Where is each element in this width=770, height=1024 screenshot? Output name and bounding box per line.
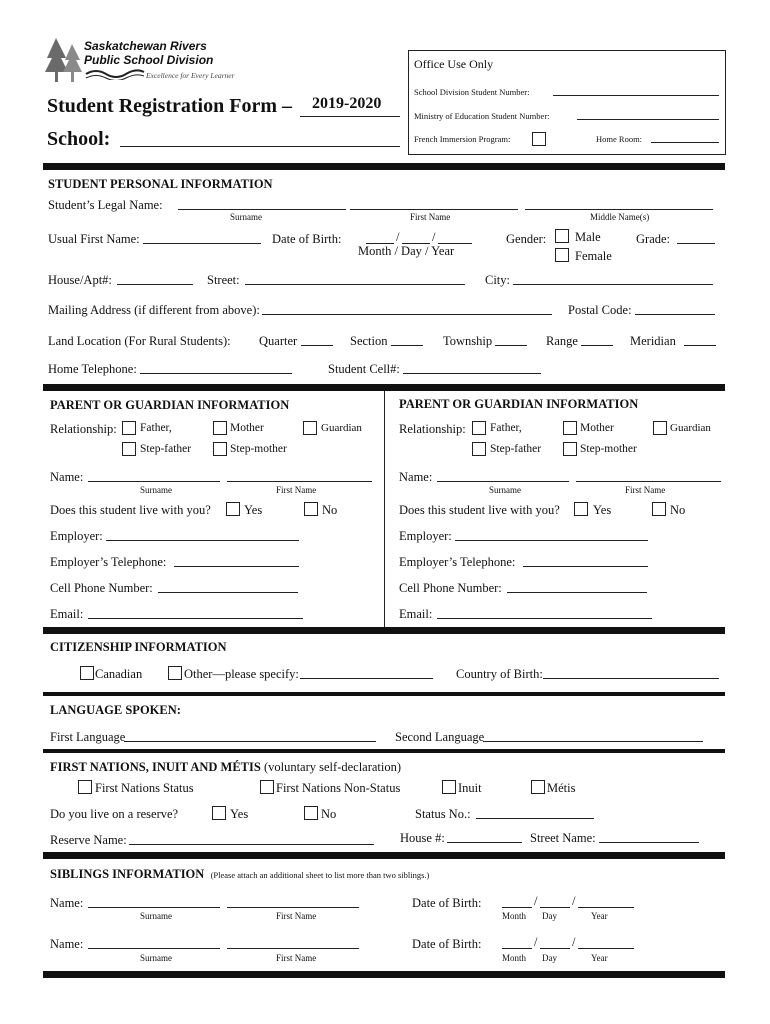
sibling1-first-caption: First Name <box>276 911 317 921</box>
other-citizenship-label: Other—please specify: <box>184 667 299 681</box>
dob-field[interactable]: / / <box>366 231 474 245</box>
guardian2-employer-field[interactable] <box>455 540 648 541</box>
dob-label: Date of Birth: <box>272 232 342 246</box>
guardian1-mother-checkbox[interactable] <box>213 421 227 435</box>
inuit-checkbox[interactable] <box>442 780 456 794</box>
gender-label: Gender: <box>506 232 547 246</box>
guardian2-heading: PARENT OR GUARDIAN INFORMATION <box>399 397 639 411</box>
fn-status-checkbox[interactable] <box>78 780 92 794</box>
house-field[interactable] <box>117 284 193 285</box>
first-name-caption: First Name <box>410 212 451 222</box>
home-room-field[interactable] <box>651 142 719 143</box>
guardian1-mother-label: Mother <box>230 422 264 434</box>
guardian1-guardian-label: Guardian <box>321 422 362 434</box>
guardian1-employer-tel-label: Employer’s Telephone: <box>50 555 167 569</box>
fn-non-status-label: First Nations Non-Status <box>276 781 401 795</box>
sibling2-month-caption: Month <box>502 953 527 963</box>
range-label: Range <box>546 334 578 348</box>
guardian1-stepmother-checkbox[interactable] <box>213 442 227 456</box>
guardian2-first-caption: First Name <box>625 485 666 495</box>
guardian2-stepmother-checkbox[interactable] <box>563 442 577 456</box>
guardian1-first-caption: First Name <box>276 485 317 495</box>
form-year: 2019-2020 <box>312 95 382 112</box>
guardian2-first-field[interactable] <box>576 481 721 482</box>
middle-name-caption: Middle Name(s) <box>590 212 650 222</box>
sibling2-name-label: Name: <box>50 937 84 951</box>
country-of-birth-field[interactable] <box>543 678 719 679</box>
guardian2-no-label: No <box>670 503 686 517</box>
guardian2-stepfather-checkbox[interactable] <box>472 442 486 456</box>
mailing-field[interactable] <box>262 314 552 315</box>
reserve-house-label: House #: <box>400 831 445 845</box>
swoosh-icon <box>84 68 146 80</box>
section-divider <box>43 971 725 978</box>
street-field[interactable] <box>245 284 465 285</box>
guardian1-surname-field[interactable] <box>88 481 220 482</box>
guardian1-employer-field[interactable] <box>106 540 299 541</box>
guardian2-email-field[interactable] <box>437 618 652 619</box>
guardian2-guardian-label: Guardian <box>670 422 711 434</box>
fnim-heading <box>50 761 401 774</box>
meridian-label: Meridian <box>630 334 676 348</box>
siblings-heading <box>50 868 429 881</box>
sibling1-year-caption: Year <box>591 911 608 921</box>
guardian-column-divider <box>384 391 385 627</box>
guardian1-cell-label: Cell Phone Number: <box>50 581 153 595</box>
tree-logo-icon <box>44 36 84 84</box>
guardian2-yes-checkbox[interactable] <box>574 502 588 516</box>
dob-hint: Month / Day / Year <box>358 244 455 258</box>
guardian1-cell-field[interactable] <box>158 592 298 593</box>
logo-line2: Public School Division <box>84 53 214 67</box>
home-tel-label: Home Telephone: <box>48 362 137 376</box>
guardian1-yes-checkbox[interactable] <box>226 502 240 516</box>
sibling1-first-field[interactable] <box>227 907 359 908</box>
reserve-name-label: Reserve Name: <box>50 833 127 847</box>
logo-tagline: Excellence for Every Learner <box>146 71 235 80</box>
guardian2-stepfather-label: Step-father <box>490 443 542 455</box>
school-label: School: <box>47 128 111 150</box>
reserve-question-label: Do you live on a reserve? <box>50 807 179 821</box>
country-of-birth-label: Country of Birth: <box>456 667 543 681</box>
guardian1-live-label: Does this student live with you? <box>50 503 211 517</box>
guardian2-mother-checkbox[interactable] <box>563 421 577 435</box>
reserve-street-field[interactable] <box>599 842 699 843</box>
year-underline <box>300 116 400 117</box>
sibling2-surname-field[interactable] <box>88 948 220 949</box>
surname-caption: Surname <box>230 212 262 222</box>
section-divider <box>43 692 725 696</box>
meridian-field[interactable] <box>684 345 716 346</box>
female-checkbox[interactable] <box>555 248 569 262</box>
guardian1-yes-label: Yes <box>244 503 263 517</box>
student-cell-field[interactable] <box>403 373 541 374</box>
sibling2-first-field[interactable] <box>227 948 359 949</box>
guardian1-relationship-label: Relationship: <box>50 422 117 436</box>
home-tel-field[interactable] <box>140 373 292 374</box>
city-field[interactable] <box>513 284 713 285</box>
township-field[interactable] <box>495 345 527 346</box>
usual-first-field[interactable] <box>143 243 261 244</box>
postal-label: Postal Code: <box>568 303 632 317</box>
inuit-label: Inuit <box>458 781 482 795</box>
siblings-heading-text: SIBLINGS INFORMATION <box>50 867 205 881</box>
sibling2-dob-field[interactable]: / / <box>502 936 636 950</box>
guardian2-stepmother-label: Step-mother <box>580 443 637 455</box>
male-checkbox[interactable] <box>555 229 569 243</box>
guardian2-yes-label: Yes <box>593 503 612 517</box>
guardian1-father-checkbox[interactable] <box>122 421 136 435</box>
first-language-field[interactable] <box>124 741 376 742</box>
reserve-yes-label: Yes <box>230 807 249 821</box>
guardian1-employer-tel-field[interactable] <box>174 566 299 567</box>
guardian1-father-label: Father, <box>140 422 172 434</box>
guardian1-email-field[interactable] <box>88 618 303 619</box>
sibling1-name-label: Name: <box>50 896 84 910</box>
guardian2-mother-label: Mother <box>580 422 614 434</box>
school-field[interactable] <box>120 146 400 147</box>
form-title: Student Registration Form – <box>47 95 292 117</box>
canadian-checkbox[interactable] <box>80 666 94 680</box>
guardian2-live-label: Does this student live with you? <box>399 503 560 517</box>
legal-surname-field[interactable] <box>178 209 346 210</box>
canadian-label: Canadian <box>95 667 143 681</box>
reserve-no-label: No <box>321 807 337 821</box>
language-heading: LANGUAGE SPOKEN: <box>50 703 181 717</box>
guardian1-heading: PARENT OR GUARDIAN INFORMATION <box>50 398 290 412</box>
fnim-heading-note: (voluntary self-declaration) <box>263 760 402 774</box>
reserve-street-label: Street Name: <box>530 831 596 845</box>
student-cell-label: Student Cell#: <box>328 362 400 376</box>
mailing-label: Mailing Address (if different from above): <box>48 303 260 317</box>
guardian2-guardian-checkbox[interactable] <box>653 421 667 435</box>
status-no-field[interactable] <box>476 818 594 819</box>
guardian2-name-label: Name: <box>399 470 433 484</box>
metis-checkbox[interactable] <box>531 780 545 794</box>
first-language-label: First Language <box>50 730 126 744</box>
sibling1-surname-caption: Surname <box>140 911 172 921</box>
guardian2-relationship-label: Relationship: <box>399 422 466 436</box>
section-divider <box>43 852 725 859</box>
sibling1-day-caption: Day <box>542 911 557 921</box>
sibling2-surname-caption: Surname <box>140 953 172 963</box>
guardian1-stepmother-label: Step-mother <box>230 443 287 455</box>
siblings-note: (Please attach an additional sheet to list more than two siblings.) <box>210 870 430 880</box>
reserve-no-checkbox[interactable] <box>304 806 318 820</box>
guardian1-name-label: Name: <box>50 470 84 484</box>
guardian2-employer-tel-label: Employer’s Telephone: <box>399 555 516 569</box>
guardian1-no-label: No <box>322 503 338 517</box>
township-label: Township <box>443 334 493 348</box>
reserve-yes-checkbox[interactable] <box>212 806 226 820</box>
home-room-label: Home Room: <box>596 134 643 144</box>
sibling1-month-caption: Month <box>502 911 527 921</box>
ministry-number-field[interactable] <box>577 119 719 120</box>
guardian2-no-checkbox[interactable] <box>652 502 666 516</box>
second-language-field[interactable] <box>483 741 703 742</box>
metis-label: Métis <box>547 781 576 795</box>
division-number-field[interactable] <box>553 95 719 96</box>
division-number-label: School Division Student Number: <box>414 87 530 97</box>
guardian1-first-field[interactable] <box>227 481 372 482</box>
other-citizenship-checkbox[interactable] <box>168 666 182 680</box>
guardian1-no-checkbox[interactable] <box>304 502 318 516</box>
legal-name-label: Student’s Legal Name: <box>48 198 163 212</box>
section-field[interactable] <box>391 345 423 346</box>
section-divider <box>43 163 725 170</box>
fn-status-label: First Nations Status <box>95 781 194 795</box>
female-label: Female <box>575 249 612 263</box>
guardian2-employer-label: Employer: <box>399 529 452 543</box>
quarter-field[interactable] <box>301 345 333 346</box>
usual-first-label: Usual First Name: <box>48 232 140 246</box>
personal-heading: STUDENT PERSONAL INFORMATION <box>48 177 273 191</box>
guardian2-father-label: Father, <box>490 422 522 434</box>
guardian1-guardian-checkbox[interactable] <box>303 421 317 435</box>
logo-line1: Saskatchewan Rivers <box>84 39 207 53</box>
sibling2-first-caption: First Name <box>276 953 317 963</box>
guardian2-cell-field[interactable] <box>507 592 647 593</box>
second-language-label: Second Language <box>395 730 485 744</box>
fnim-heading-text: FIRST NATIONS, INUIT AND MÉTIS <box>50 760 261 774</box>
fn-non-status-checkbox[interactable] <box>260 780 274 794</box>
sibling1-dob-field[interactable]: / / <box>502 895 636 909</box>
sibling2-day-caption: Day <box>542 953 557 963</box>
guardian1-employer-label: Employer: <box>50 529 103 543</box>
legal-middle-field[interactable] <box>525 209 713 210</box>
section-divider <box>43 384 725 391</box>
city-label: City: <box>485 273 511 287</box>
land-label: Land Location (For Rural Students): <box>48 334 231 348</box>
range-field[interactable] <box>581 345 613 346</box>
guardian1-email-label: Email: <box>50 607 84 621</box>
street-label: Street: <box>207 273 240 287</box>
quarter-label: Quarter <box>259 334 298 348</box>
guardian1-stepfather-label: Step-father <box>140 443 192 455</box>
logo <box>44 36 244 86</box>
guardian2-cell-label: Cell Phone Number: <box>399 581 502 595</box>
guardian2-employer-tel-field[interactable] <box>523 566 648 567</box>
section-divider <box>43 749 725 753</box>
guardian2-surname-caption: Surname <box>489 485 521 495</box>
section-divider <box>43 627 725 634</box>
sibling2-dob-label: Date of Birth: <box>412 937 482 951</box>
ministry-number-label: Ministry of Education Student Number: <box>414 111 550 121</box>
legal-first-field[interactable] <box>350 209 518 210</box>
french-immersion-label: French Immersion Program: <box>414 134 511 144</box>
sibling2-year-caption: Year <box>591 953 608 963</box>
french-immersion-checkbox[interactable] <box>532 132 546 146</box>
guardian1-stepfather-checkbox[interactable] <box>122 442 136 456</box>
grade-field[interactable] <box>677 243 715 244</box>
status-no-label: Status No.: <box>415 807 471 821</box>
reserve-name-field[interactable] <box>129 844 374 845</box>
sibling1-dob-label: Date of Birth: <box>412 896 482 910</box>
reserve-house-field[interactable] <box>447 842 522 843</box>
guardian2-surname-field[interactable] <box>437 481 569 482</box>
sibling1-surname-field[interactable] <box>88 907 220 908</box>
house-label: House/Apt#: <box>48 273 112 287</box>
office-heading: Office Use Only <box>414 57 494 71</box>
male-label: Male <box>575 230 601 244</box>
postal-field[interactable] <box>635 314 715 315</box>
citizenship-heading: CITIZENSHIP INFORMATION <box>50 640 227 654</box>
guardian2-email-label: Email: <box>399 607 433 621</box>
grade-label: Grade: <box>636 232 671 246</box>
guardian1-surname-caption: Surname <box>140 485 172 495</box>
other-citizenship-field[interactable] <box>300 678 433 679</box>
section-label: Section <box>350 334 388 348</box>
guardian2-father-checkbox[interactable] <box>472 421 486 435</box>
